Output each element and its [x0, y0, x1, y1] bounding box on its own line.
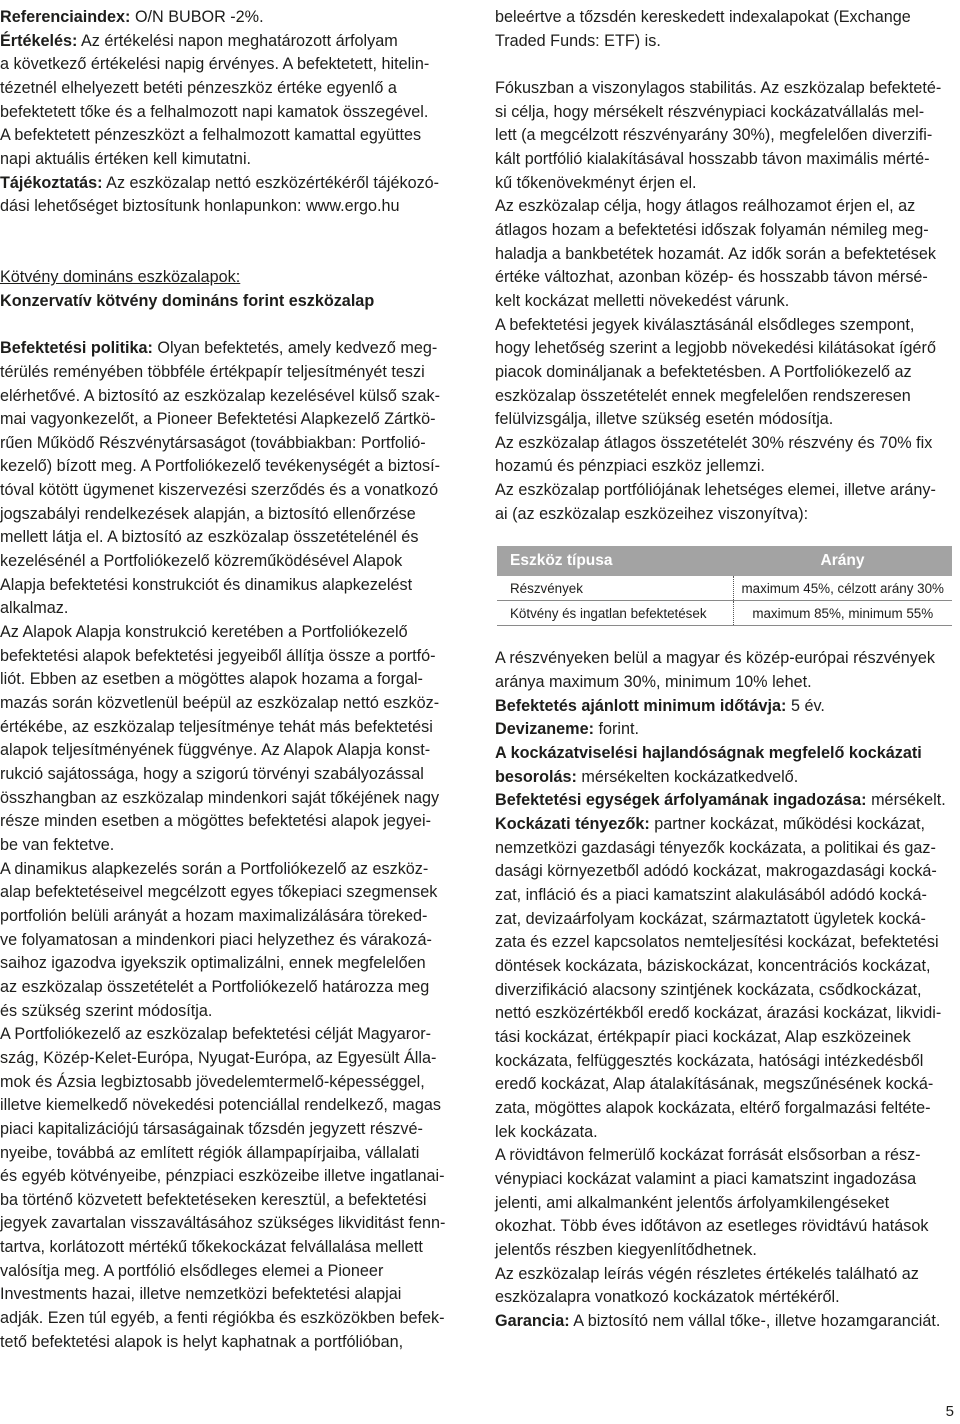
text-line: mellett látja el. A biztosító az eszközalap összetételénél és	[0, 528, 419, 547]
text-line: befektetett tőke és a felhalmozott napi kamatok összegével.	[0, 102, 429, 121]
text-line: alkalmaz.	[0, 599, 69, 618]
text-line: illetve kiemelkedő növekedési potenciállal rendelkező, magas	[0, 1096, 441, 1115]
text-line	[495, 695, 957, 719]
text-line	[0, 337, 470, 361]
text-line: Az eszközalap portfóliójának lehetséges elemei, illetve arány-	[495, 481, 936, 500]
text-line: diverzifikáció alacsony szintjének kockázata, csődkockázat,	[495, 980, 922, 999]
asset-allocation-table	[497, 546, 952, 626]
text-run: forint.	[593, 720, 639, 739]
text-line: Alapja befektetési konstrukciót és dinamikus alapkezelést	[0, 575, 413, 594]
column-header-ratio: Arány	[733, 546, 952, 576]
text-line: be van fektetve.	[0, 835, 115, 854]
text-line: zat, infláció és a piaci kamatszint alakulásából adódó kocká-	[495, 886, 927, 904]
text-line: haladja a bankbetétek hozamát. Az idők során a befektetések	[495, 244, 936, 263]
text-line: nettó eszközértékből eredő kockázat, árazási kockázat, likvidi-	[495, 1004, 942, 1023]
text-line: nemzetközi gazdasági tényezők kockázata, a politikai és gaz-	[495, 838, 936, 857]
bold-label: A kockázatviselési hajlandóságnak megfelelő kockázati	[495, 744, 922, 763]
text-line: lek kockázata.	[495, 1122, 598, 1141]
blank-line	[0, 243, 470, 267]
text-line: a következő értékelési napig érvényes. A befektetett, hitelin-	[0, 55, 430, 74]
text-line: beleértve a tőzsdén kereskedett indexalapokat (Exchange	[495, 8, 911, 26]
text-line: elérhetővé. A biztosító az eszközalap kezelésével külső szak-	[0, 386, 440, 405]
bold-label: Tájékoztatás:	[0, 173, 103, 192]
text-line	[495, 813, 957, 837]
text-line: térülés reményében többféle értékpapír teljesítményét teszi	[0, 362, 425, 381]
text-line: mok és Ázsia legbiztosabb jövedelemtermelő-képességgel,	[0, 1072, 425, 1091]
text-run: Olyan befektetés, amely kedvező meg-	[152, 339, 438, 358]
asset-type-cell: Részvények	[497, 576, 733, 601]
text-line	[495, 742, 957, 766]
bold-label: besorolás:	[495, 767, 577, 786]
text-run: Az értékelési napon meghatározott árfolyam	[77, 31, 398, 50]
text-line: valósítja meg. A portfólió elsődleges elemei a Pioneer	[0, 1261, 384, 1280]
text-line: kezelésénél a Portfoliókezelő közreműködésével Alapok	[0, 552, 403, 571]
text-line	[495, 1310, 957, 1334]
text-line: nyeibe, továbbá az említett régiók állampapírjaiba, vállalati	[0, 1143, 420, 1162]
text-line	[0, 6, 470, 30]
text-line: Az eszközalap célja, hogy átlagos reálhozamot érjen el, az	[495, 197, 916, 216]
table-header-row	[497, 546, 952, 576]
text-run: 5 év.	[786, 696, 825, 715]
text-line: ba történő közvetett befektetéseken keresztül, a befektetési	[0, 1190, 427, 1209]
blank-line	[0, 314, 470, 338]
text-line	[495, 789, 957, 813]
text-run: mérsékelten kockázatkedvelő.	[576, 767, 799, 786]
bold-label: Értékelés:	[0, 31, 78, 50]
text-line: dási lehetőséget biztosítunk honlapunkon: www.ergo.hu	[0, 197, 400, 216]
right-column-top-text	[495, 6, 957, 526]
text-line: szág, Közép-Kelet-Európa, Nyugat-Európa, az Egyesült Álla-	[0, 1048, 437, 1067]
text-line: Fókuszban a viszonylagos stabilitás. Az eszközalap befekteté-	[495, 78, 942, 97]
text-line: piacok domináljanak a befektetésben. A Portfoliókezelő az	[495, 362, 912, 381]
text-line: A részvényeken belül a magyar és közép-európai részvények	[495, 649, 935, 668]
right-column-bottom-text	[495, 647, 957, 1333]
text-line: ve folyamatosan a mindenkori piaci helyzethez és várakozá-	[0, 930, 432, 949]
text-line: összhangban az eszközalap mindenkori saját tőkéjének nagy	[0, 788, 440, 807]
underlined-heading: Kötvény domináns eszközalapok:	[0, 268, 241, 287]
text-line: kált portfólió kialakításával hosszabb távon maximális mérté-	[495, 149, 930, 168]
ratio-cell: maximum 85%, minimum 55%	[733, 601, 952, 626]
text-line: mai vagyonkezelőt, a Pioneer Befektetési Alapkezelő Zártkö-	[0, 410, 436, 429]
text-line: vénypiaci kockázat valamint a piaci kamatszint ingadozása	[495, 1169, 917, 1188]
text-line: jegyek zavartalan visszaváltásához szükséges likviditást fenn-	[0, 1214, 446, 1233]
text-line: piaci kapitalizációjú társaságainak tőzsdén jegyzett részvé-	[0, 1119, 423, 1138]
blank-line	[0, 219, 470, 243]
text-line: tézetnél elhelyezett betéti pénzeszköz értéke egyenlő a	[0, 78, 397, 97]
text-line: zat, devizaárfolyam kockázat, származtatott ügyletek kocká-	[495, 909, 926, 928]
text-line: Az Alapok Alapja konstrukció keretében a Portfoliókezelő	[0, 623, 408, 642]
text-line: saihoz igazodva igyekszik optimalizálni, ennek megfelelően	[0, 954, 426, 973]
text-line: alapok teljesítményének függvénye. Az Alapok Alapja konst-	[0, 741, 431, 760]
page-number: 5	[945, 1403, 954, 1420]
text-line: része minden esetben a mögöttes befektetési alapok jegyei-	[0, 812, 432, 831]
text-run: partner kockázat, működési kockázat,	[649, 815, 926, 834]
text-line: tartva, korlátozott mértékű tőkekockázat felvállalása mellett	[0, 1238, 423, 1257]
text-line: értéke változhat, azonban közép- és hosszabb távon mérsé-	[495, 268, 928, 287]
text-line: eszközalap összetételét ennek megfelelően rendszeresen	[495, 386, 911, 405]
text-line: döntések kockázata, báziskockázat, koncentrációs kockázat,	[495, 956, 931, 975]
text-line	[0, 266, 470, 290]
text-line: rukció sajátossága, hogy a szigorú törvényi szabályozással	[0, 765, 424, 783]
text-line: az eszközalap összetételét a Portfoliókezelő határozza meg	[0, 977, 430, 996]
ratio-cell: maximum 45%, célzott arány 30%	[733, 576, 952, 601]
text-line	[0, 172, 470, 196]
text-line: rűen Működő Részvénytársaságot (továbbiakban: Portfolió-	[0, 433, 426, 452]
text-line: felülvizsgálja, illetve szükség esetén módosítja.	[495, 410, 834, 429]
text-line: jelentős részben kiegyenlítődhetnek.	[495, 1240, 757, 1259]
bold-label: Konzervatív kötvény domináns forint eszközalap	[0, 291, 375, 310]
text-line: A rövidtávon felmerülő kockázat forrását elsősorban a rész-	[495, 1146, 921, 1165]
text-run: A biztosító nem vállal tőke-, illetve hozamgaranciát.	[569, 1311, 941, 1330]
blank-line	[495, 53, 957, 77]
text-line: jogszabályi rendelkezések alapján, a biztosító ellenőrzése	[0, 504, 416, 523]
text-line: A dinamikus alapkezelés során a Portfoliókezelő az eszköz-	[0, 859, 429, 878]
text-line: adják. Ezen túl egyéb, a fenti régiókba és eszközökben befek-	[0, 1309, 445, 1328]
text-line: tási kockázat, értékpapír piaci kockázat, Alap eszközeinek	[495, 1027, 911, 1046]
text-line: kelt kockázat melletti növekedést várunk.	[495, 291, 790, 310]
text-line: tető befektetési alapok is helyt kaphatnak a portfólióban,	[0, 1332, 404, 1351]
text-line: dasági környezetből adódó kockázat, makrogazdasági kocká-	[495, 862, 937, 881]
text-line: okozhat. Több éves időtávon az esetleges rövidtávú hatások	[495, 1217, 929, 1236]
text-line: zata és ezzel kapcsolatos nemteljesítési kockázat, befektetési	[495, 933, 939, 952]
text-line: Investments hazai, illetve nemzetközi befektetési alapjai	[0, 1285, 402, 1304]
text-line: A Portfoliókezelő az eszközalap befektetési célját Magyaror-	[0, 1025, 431, 1044]
text-line	[0, 290, 470, 314]
text-line: kockázata, felfüggesztés kockázata, hatósági intézkedésből	[495, 1051, 924, 1070]
text-line: zata, mögöttes alapok kockázata, eltérő forgalmazási feltéte-	[495, 1098, 931, 1117]
text-line: és szükség szerint módosítja.	[0, 1001, 213, 1020]
left-text-column	[0, 6, 470, 1354]
text-line: portfolión belüli arányát a hozam maximalizálására töreked-	[0, 906, 428, 925]
text-line: alap befektetéseivel megcélzott egyes tőkepiaci szegmensek	[0, 883, 438, 902]
text-run: mérsékelt.	[866, 791, 946, 810]
text-line: értékébe, az eszközalap teljesítménye tehát más befektetési	[0, 717, 433, 736]
text-line	[495, 718, 957, 742]
bold-label: Devizaneme:	[495, 720, 594, 739]
bold-label: Befektetési egységek árfolyamának ingadozása:	[495, 791, 867, 810]
text-line: hogy lehetőség szerint a legjobb növekedési kilátásokat ígérő	[495, 339, 936, 358]
text-line: si célja, hogy mérsékelt részvénypiaci kockázatvállalás mel-	[495, 102, 925, 121]
text-line: aránya maximum 30%, minimum 10% lehet.	[495, 673, 812, 692]
asset-type-cell: Kötvény és ingatlan befektetések	[497, 601, 733, 626]
text-line: liót. Ebben az esetben a mögöttes alapok hozama a forgal-	[0, 670, 423, 689]
text-line: Az eszközalap átlagos összetételét 30% részvény és 70% fix	[495, 433, 933, 452]
text-run: Az eszközalap nettó eszközértékéről tájékozó-	[102, 173, 440, 192]
text-line: Traded Funds: ETF) is.	[495, 31, 661, 50]
text-line: eredő kockázat, Alap átalakításának, megszűnésének kocká-	[495, 1075, 934, 1094]
bold-label: Garancia:	[495, 1311, 570, 1330]
text-line: átlagos hozam a befektetési időszak folyamán némileg meg-	[495, 220, 929, 239]
text-line: eszközalapra vonatkozó kockázatok mértékéről.	[495, 1288, 840, 1307]
table-row	[497, 576, 952, 601]
column-header-asset-type: Eszköz típusa	[497, 546, 733, 576]
text-line: hozamú és pénzpiaci eszköz jellemzi.	[495, 457, 765, 476]
text-line: napi aktuális értéken kell kimutatni.	[0, 149, 252, 168]
text-line: kű tőkenövekményt érjen el.	[495, 173, 697, 192]
text-line	[0, 30, 470, 54]
text-line: mazás során közvetlenül beépül az eszközalap nettó eszköz-	[0, 694, 440, 713]
bold-label: Kockázati tényezők:	[495, 815, 650, 834]
table-row	[497, 601, 952, 626]
right-text-column	[495, 6, 957, 1333]
text-line	[495, 766, 957, 790]
text-line: jelenti, ami alkalmanként jelentős árfolyamkilengéseket	[495, 1193, 890, 1212]
text-line: tóval kötött ügymenet kiszervezési szerződés és a vonatkozó	[0, 481, 439, 500]
bold-label: Referenciaindex:	[0, 8, 131, 26]
text-line: kezelő) bízott meg. A Portfoliókezelő tevékenységét a biztosí-	[0, 457, 440, 476]
text-line: Az eszközalap leírás végén részletes értékelés található az	[495, 1264, 919, 1283]
text-run: O/N BUBOR -2%.	[130, 8, 264, 26]
bold-label: Befektetési politika:	[0, 339, 153, 358]
text-line: befektetési alapok befektetési jegyeiből állítja össze a portfó-	[0, 646, 436, 665]
text-line: A befektetési jegyek kiválasztásánál elsődleges szempont,	[495, 315, 915, 334]
text-line: lett (a megcélzott részvényarány 30%), megfelelően diverzifi-	[495, 126, 933, 145]
text-line: A befektetett pénzeszközt a felhalmozott kamattal együttes	[0, 126, 422, 145]
text-line: és egyéb kötvényeibe, pénzpiaci eszközeibe illetve ingatlanai-	[0, 1167, 445, 1186]
bold-label: Befektetés ajánlott minimum időtávja:	[495, 696, 787, 715]
text-line: ai (az eszközalap eszközeihez viszonyítva):	[495, 504, 809, 523]
